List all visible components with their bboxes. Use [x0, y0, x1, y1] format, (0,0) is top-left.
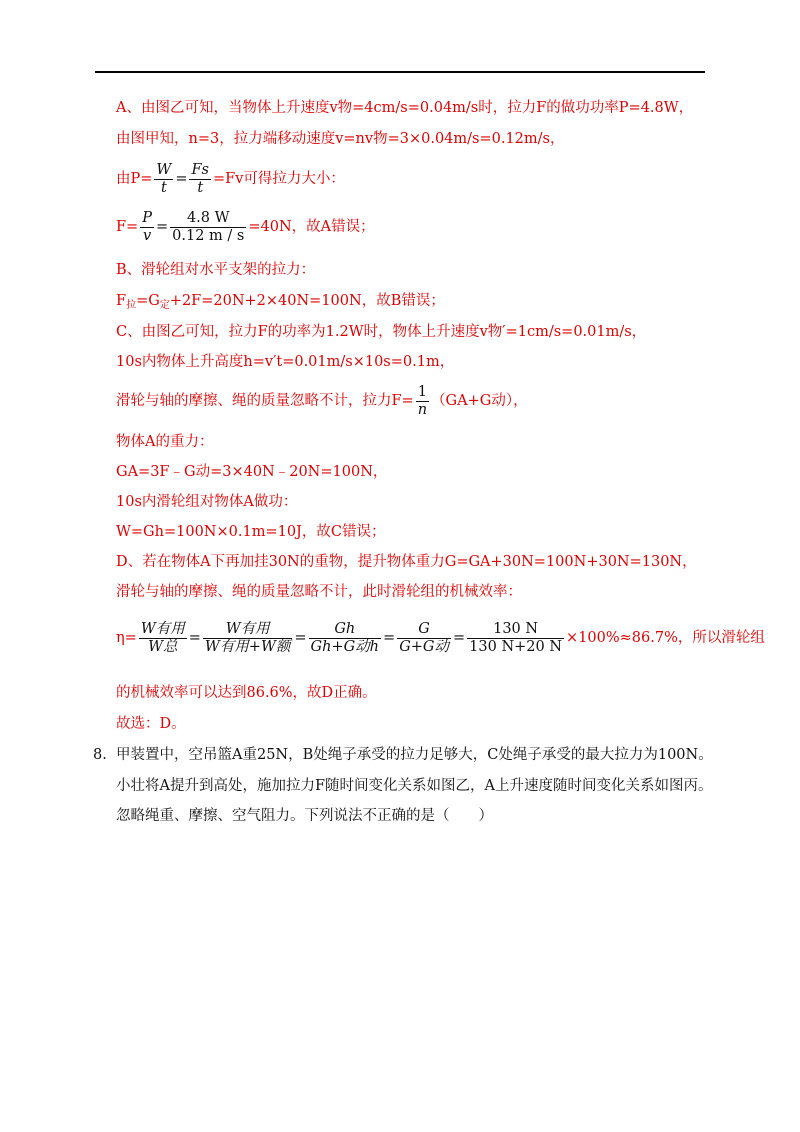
solution-d-line-2: 滑轮与轴的摩擦、绳的质量忽略不计，此时滑轮组的机械效率： — [116, 584, 522, 600]
fraction-efficiency-4: $\frac{G}{\text{G+G动}}$ — [399, 620, 450, 655]
solution-a-force-formula: F= $\frac{P}{v}$ = $\frac{4.8 W}{0.12 m / s}$ =40N，故A错误； — [116, 209, 375, 244]
formula-suffix: =Fv可得拉力大小： — [212, 171, 345, 187]
solution-a-power-formula: 由P= $\frac{W}{t}$ = $\frac{Fs}{t}$ =Fv可得拉力大小： — [116, 161, 345, 196]
formula-prefix: 滑轮与轴的摩擦、绳的质量忽略不计，拉力F= — [116, 393, 414, 409]
question-line-2: 小壮将A提升到高处，施加拉力F随时间变化关系如图乙，A上升速度随时间变化关系如图丙。 — [116, 778, 713, 794]
solution-a-line-2: 由图甲知，n=3，拉力端移动速度v=nv物=3×0.04m/s=0.12m/s， — [116, 131, 565, 147]
fraction-values: $\frac{4.8 W}{0.12 m / s}$ — [172, 209, 245, 244]
eta-label: η= — [116, 630, 137, 646]
solution-c-line-1: C、由图乙可知，拉力F的功率为1.2W时，物体上升速度v物′=1cm/s=0.01m/s， — [116, 324, 647, 340]
fraction-w-over-t: $\frac{W}{t}$ — [156, 161, 172, 196]
solution-d-efficiency-formula: η= $\frac{\text{W有用}}{\text{W总}}$ = $\frac{\text{W有用}}{\text{W有用+W额}}$ = $\frac{Gh}{\text{Gh+G动h}}$ = $\frac{G}{\text{G+G动}}$ = $\frac{130 N}{130 N+20 N}$ ×100%≈86.7%，所以滑轮组 — [116, 620, 765, 655]
fraction-fs-over-t: $\frac{Fs}{t}$ — [191, 161, 209, 196]
solution-d-line-1: D、若在物体A下再加挂30N的重物，提升物体重力G=GA+30N=100N+30N=130N， — [116, 554, 697, 570]
formula-prefix: 由P= — [116, 171, 153, 187]
formula-prefix: F= — [116, 219, 139, 235]
solution-answer: 故选：D。 — [116, 716, 186, 732]
fraction-efficiency-3: $\frac{Gh}{\text{Gh+G动h}}$ — [310, 620, 380, 655]
solution-b-line-2: $F_拉=G_定+2F=20N+2\times 40N=100N$，故B错误； — [116, 293, 445, 311]
header-rule — [95, 71, 705, 73]
fraction-efficiency-1: $\frac{\text{W有用}}{\text{W总}}$ — [140, 620, 185, 655]
solution-c-line-7: W=Gh=100N×0.1m=10J，故C错误； — [116, 524, 386, 540]
solution-c-force-formula — [116, 382, 528, 420]
solution-b-line-1: B、滑轮组对水平支架的拉力： — [116, 262, 316, 278]
question-line-1: 甲装置中，空吊篮A重25N，B处绳子承受的拉力足够大，C处绳子承受的最大拉力为100N。 — [116, 747, 713, 763]
fraction-efficiency-2: $\frac{\text{W有用}}{\text{W有用+W额}}$ — [204, 620, 291, 655]
solution-c-line-6: 10s内滑轮组对物体A做功： — [116, 494, 298, 510]
formula-suffix: ×100%≈86.7%，所以滑轮组 — [566, 630, 765, 646]
formula-suffix: （GA+G动）， — [431, 393, 528, 409]
solution-c-line-2: 10s内物体上升高度h=v′t=0.01m/s×10s=0.1m， — [116, 354, 455, 370]
formula-suffix: =40N，故A错误； — [248, 219, 375, 235]
fraction-one-over-n: $\frac{1}{n}$ — [417, 383, 428, 418]
question-line-3: 忽略绳重、摩擦、空气阻力。下列说法不正确的是（ ） — [116, 808, 493, 824]
fraction-efficiency-5: $\frac{130 N}{130 N+20 N}$ — [469, 620, 563, 655]
fraction-p-over-v: $\frac{P}{v}$ — [142, 209, 152, 244]
question-number: 8. — [93, 747, 107, 763]
solution-d-line-4: 的机械效率可以达到86.6%，故D正确。 — [116, 685, 377, 701]
solution-c-line-4: 物体A的重力： — [116, 434, 214, 450]
solution-c-line-5: GA=3F﹣G动=3×40N﹣20N=100N， — [116, 464, 388, 480]
solution-a-line-1: A、由图乙可知，当物体上升速度v物=4cm/s=0.04m/s时，拉力F的做功功率P=4.8W， — [116, 100, 694, 116]
